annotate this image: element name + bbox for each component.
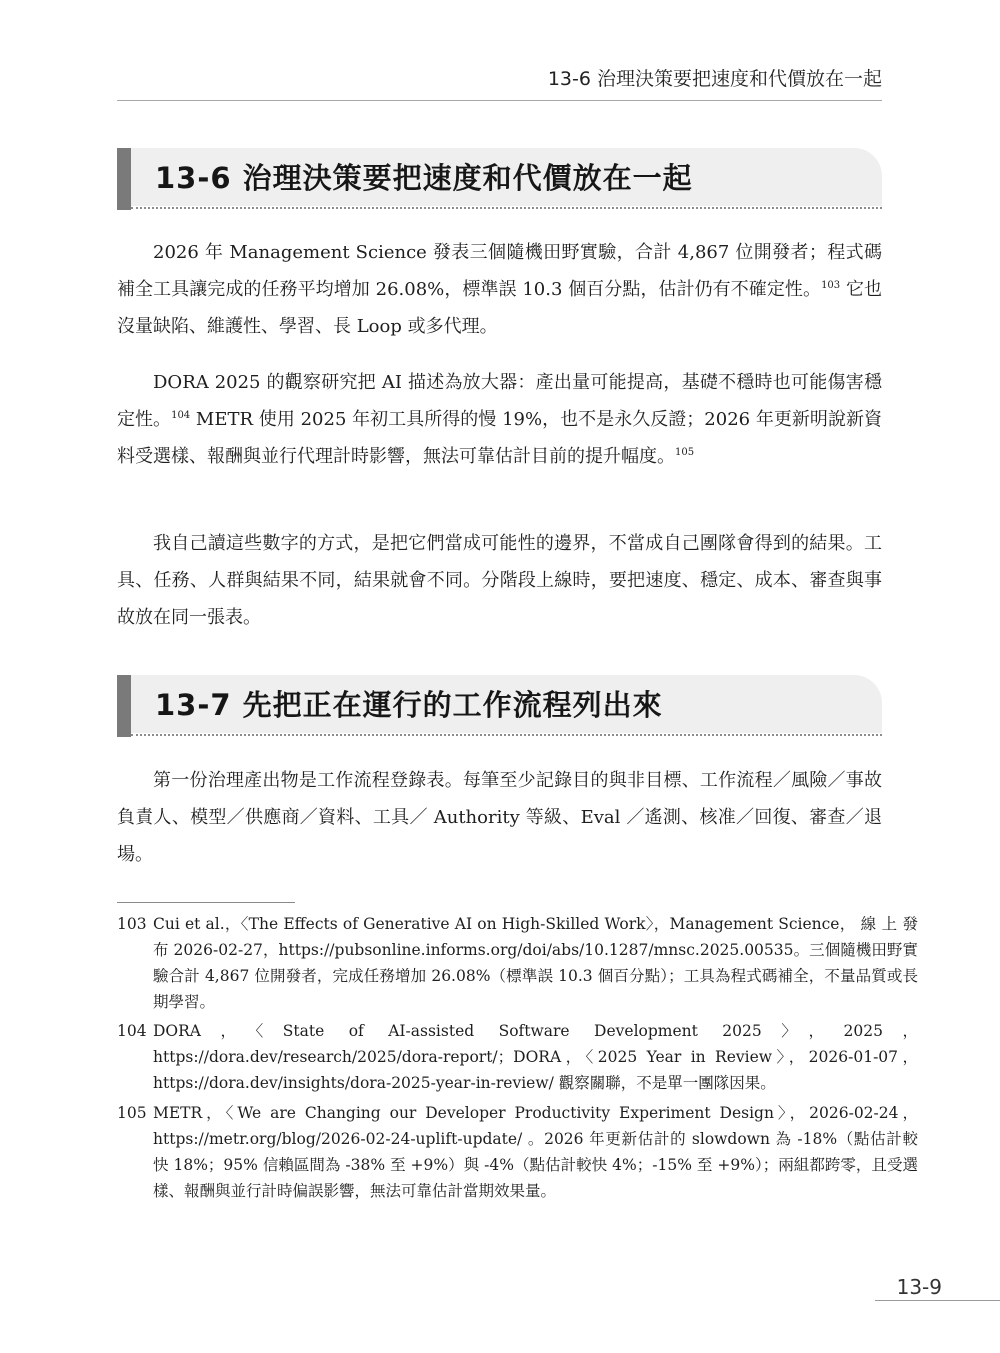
footnote-number: 104 [117, 1022, 147, 1040]
footnote-ref-105[interactable]: 105 [675, 447, 695, 458]
heading-dotted-rule [131, 734, 882, 736]
body-paragraph-1: 2026 年 Management Science 發表三個隨機田野實驗，合計 4,867 位開發者；程式碼補全工具讓完成的任務平均增加 26.08%，標準誤 10.3 個百分點，估計仍有不確定性。$^{103}$ 它也沒量缺陷、維護性、學習、長 Loop 或多代理。 [117, 242, 882, 337]
footnote-text: Cui et al.，〈The Effects of Generative AI on High-Skilled Work〉，Management Science， 線 上 發 布 2026-02-27，https://pubsonline.informs.org/doi/abs/10.1287/mnsc.2025.00535。三個隨機田野實驗合計 4,867 位開發者，完成任務增加 26.08%（標準誤 10.3 個百分點）；工具為程式碼補全，不量品質或長期學習。 [153, 915, 918, 1011]
footnote-ref-104[interactable]: 104 [171, 410, 191, 421]
section-title: 13-7 先把正在運行的工作流程列出來 [155, 688, 663, 722]
footnote-104 [117, 1018, 918, 1096]
footnote-number: 105 [117, 1104, 147, 1122]
heading-dotted-rule [131, 207, 882, 209]
footnote-number: 103 [117, 915, 147, 933]
section-heading-13-7 [117, 675, 882, 737]
body-paragraph-2: DORA 2025 的觀察研究把 AI 描述為放大器：產出量可能提高，基礎不穩時也可能傷害穩定性。$^{104}$ METR 使用 2025 年初工具所得的慢 19%，也不是永久反證；2026 年更新明說新資料受選樣、報酬與並行代理計時影響，無法可靠估計目前的提升幅度。$^{105}$ [117, 372, 882, 467]
heading-accent-bar [117, 148, 131, 210]
footnote-text: DORA，〈State of AI-assisted Software Development 2025〉，2025，https://dora.dev/research/2025/dora-report/；DORA，〈2025 Year in Review〉，2026-01-07，https://dora.dev/insights/dora-2025-year-in-review/ 觀察關聯，不是單一團隊因果。 [153, 1022, 918, 1092]
heading-accent-bar [117, 675, 131, 737]
page-number-rule [875, 1300, 1000, 1301]
footnote-105 [117, 1100, 918, 1204]
footnote-103 [117, 911, 918, 1015]
section-title: 13-6 治理決策要把速度和代價放在一起 [155, 161, 693, 195]
page-number: 13-9 [896, 1275, 942, 1299]
footnote-separator [117, 902, 295, 903]
body-paragraph-3: 我自己讀這些數字的方式，是把它們當成可能性的邊界，不當成自己團隊會得到的結果。工具、任務、人群與結果不同，結果就會不同。分階段上線時，要把速度、穩定、成本、審查與事故放在同一張表。 [117, 533, 882, 628]
footnote-ref-103[interactable]: 103 [821, 280, 841, 291]
running-header-title: 13-6 治理決策要把速度和代價放在一起 [547, 68, 882, 90]
section-heading-13-6 [117, 148, 882, 210]
running-header [117, 62, 882, 101]
footnote-text: METR，〈We are Changing our Developer Productivity Experiment Design〉，2026-02-24，https://metr.org/blog/2026-02-24-uplift-update/ 。2026 年更新估計的 slowdown 為 -18%（點估計較快 18%；95% 信賴區間為 -38% 至 +9%）與 -4%（點估計較快 4%；-15% 至 +9%）；兩組都跨零，且受選樣、報酬與並行計時偏誤影響，無法可靠估計當期效果量。 [153, 1104, 918, 1200]
body-paragraph-4: 第一份治理產出物是工作流程登錄表。每筆至少記錄目的與非目標、工作流程／風險／事故負責人、模型／供應商／資料、工具／ Authority 等級、Eval ／遙測、核准／回復、審查／退場。 [117, 770, 882, 865]
